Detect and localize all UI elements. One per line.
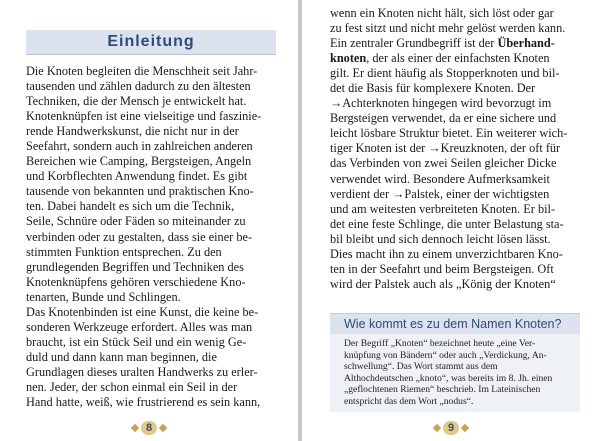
text-line: duld und dann kann man beginnen, die — [26, 349, 217, 364]
text-line: Grundlagen dieses uralten Handwerks zu erler- — [26, 364, 258, 379]
info-line: „geflochtenen Riemen“ beschrieb. Im Lateinischen — [344, 384, 541, 396]
text-line: sonderen Werkzeuge erfordert. Alles was man — [26, 319, 253, 334]
text-line: det eine feste Schlinge, die unter Belastung sta- — [330, 216, 564, 231]
page-number-badge: 8 — [141, 421, 157, 435]
info-line: Althochdeutschen „knoto“, was bereits im 8. Jh. einen — [344, 372, 553, 384]
text-line: verwendet wird. Besondere Aufmerksamkeit — [330, 171, 550, 186]
text-line: Hand hatte, weiß, wie frustrierend es sein kann, — [26, 395, 261, 410]
text-line: Das Knotenbinden ist eine Kunst, die keine be- — [26, 304, 259, 319]
right-page — [302, 0, 600, 441]
text-line: ten in der Seefahrt und beim Bergsteigen. Oft — [330, 261, 554, 276]
text-line: leicht lösbare Struktur bietet. Ein weiterer wich- — [330, 126, 568, 141]
text-line: Seefahrt, sondern auch in zahlreichen anderen — [26, 139, 253, 154]
chapter-heading: Einleitung — [26, 30, 276, 55]
bold-term: Überhand- — [497, 36, 555, 51]
text-line: Dies macht ihn zu einem unverzichtbaren Kno- — [330, 246, 563, 261]
text-line — [330, 36, 580, 51]
text-line: ten. Dabei handelt es sich um die Technik, — [26, 199, 235, 214]
text-line: tausende von bekannten und praktischen Kno- — [26, 184, 254, 199]
page-number-left — [132, 421, 166, 435]
ornament-icon — [131, 424, 139, 432]
ornament-icon — [159, 424, 167, 432]
text-line: und Korbflechten Anwendung findet. Es gibt — [26, 169, 248, 184]
text-line: gilt. Er dient häufig als Stopperknoten und bil- — [330, 66, 560, 81]
text-line: und am weitesten verbreiteten Knoten. Er bil- — [330, 201, 556, 216]
text-line: Bereichen wie Camping, Bergsteigen, Angeln — [26, 154, 252, 169]
left-body-text — [26, 64, 276, 410]
text-line: bil bleibt und sich dennoch leicht lösen lässt. — [330, 231, 551, 246]
info-line: knüpfung von Bändern“ oder auch „Verdickung, An- — [344, 349, 547, 361]
text-line: wird der Palstek auch als „König der Knoten“ — [330, 276, 556, 291]
text-fragment: , der als einer der einfachsten Knoten — [366, 51, 550, 66]
text-line: nen. Jeder, der schon einmal ein Seil in der — [26, 379, 238, 394]
page-number-right — [434, 421, 468, 435]
text-line: wenn ein Knoten nicht hält, sich löst oder gar — [330, 6, 554, 20]
ornament-icon — [433, 424, 441, 432]
text-line — [330, 51, 580, 66]
text-line: Knotenknüpfens gehören verschiedene Kno- — [26, 274, 246, 289]
text-line: tiger Knoten ist der →Kreuzknoten, der oft für — [330, 141, 561, 156]
text-line: det die Basis für komplexere Knoten. Der — [330, 81, 536, 96]
text-line: stimmten Funktion entsprechen. Zu den — [26, 244, 222, 259]
bold-term: knoten — [330, 51, 367, 66]
text-fragment: Ein zentraler Grundbegriff ist der — [330, 36, 498, 51]
info-line: entspricht das dem Wort „nodus“. — [344, 395, 474, 407]
info-box-body — [330, 334, 580, 412]
text-line: das Verbinden von zwei Seilen gleicher Dicke — [330, 156, 557, 171]
left-page — [0, 0, 298, 441]
info-line: Der Begriff „Knoten“ bezeichnet heute „eine Ver- — [344, 338, 536, 349]
text-line: rende Handwerkskunst, die nicht nur in der — [26, 124, 239, 139]
text-line: verdient der →Palstek, einer der wichtigsten — [330, 186, 550, 201]
text-line: verbinden oder zu gestalten, dass sie einer be- — [26, 229, 253, 244]
text-line: braucht, ist ein Stück Seil und ein wenig Ge- — [26, 334, 247, 349]
text-line: tausenden und zählen dadurch zu den ältesten — [26, 79, 251, 94]
text-line: Die Knoten begleiten die Menschheit seit Jahr- — [26, 64, 258, 78]
text-line: →Achterknoten hingegen wird bevorzugt im — [330, 96, 552, 111]
info-line: schwellung“. Das Wort stammt aus dem — [344, 361, 498, 373]
right-body-text — [330, 6, 580, 292]
ornament-icon — [461, 424, 469, 432]
info-box-title: Wie kommt es zu dem Namen Knoten? — [330, 314, 580, 334]
text-line: Techniken, die der Mensch je entwickelt hat. — [26, 94, 247, 109]
text-line: Seile, Schnüre oder Fäden so miteinander zu — [26, 214, 246, 229]
text-line: Bergsteigen verwendet, da er eine sichere und — [330, 111, 557, 126]
page-number-badge: 9 — [443, 421, 459, 435]
text-line: tenarten, Bunde und Schlingen. — [26, 289, 181, 304]
text-line: Knotenknüpfen ist eine vielseitige und faszinie- — [26, 109, 262, 124]
text-line: grundlegenden Begriffen und Techniken des — [26, 259, 244, 274]
text-line: zu fest sitzt und nicht mehr gelöst werden kann. — [330, 21, 566, 36]
info-box — [330, 313, 580, 412]
